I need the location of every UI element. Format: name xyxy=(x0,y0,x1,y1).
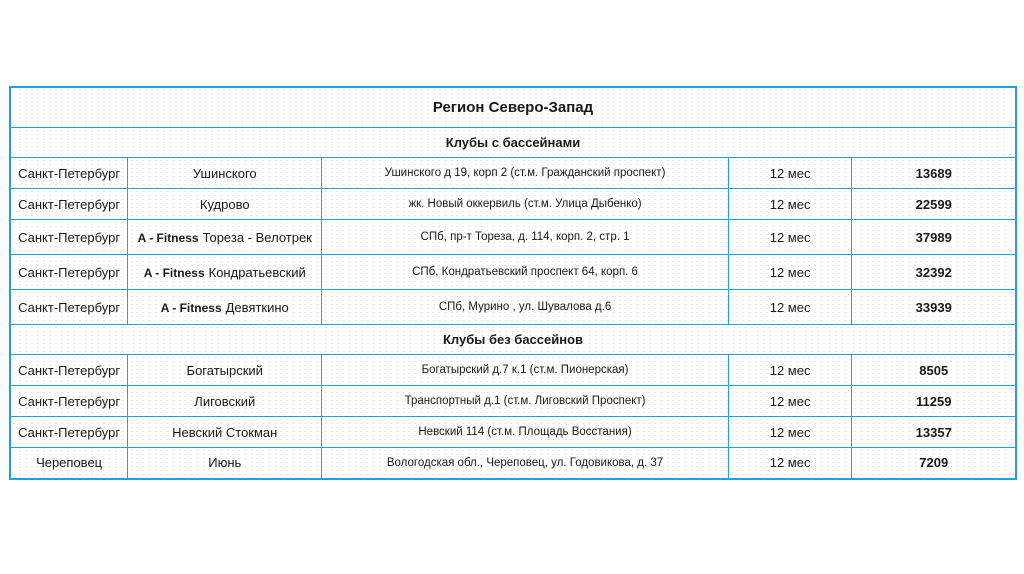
city-cell: Санкт-Петербург xyxy=(10,255,128,290)
club-cell xyxy=(128,189,322,220)
term-cell: 12 мес xyxy=(728,158,852,189)
club-name: Невский Стокман xyxy=(172,424,278,440)
club-name: Кондратьевский xyxy=(208,264,306,280)
table-row xyxy=(10,158,1016,189)
city-cell: Санкт-Петербург xyxy=(10,386,128,417)
price-cell: 37989 xyxy=(852,220,1016,255)
region-table xyxy=(9,86,1017,480)
address-cell: Богатырский д.7 к.1 (ст.м. Пионерская) xyxy=(322,355,728,386)
price-cell: 33939 xyxy=(852,290,1016,325)
term-cell: 12 мес xyxy=(728,255,852,290)
price-cell: 22599 xyxy=(852,189,1016,220)
club-cell xyxy=(128,220,322,255)
table-row xyxy=(10,386,1016,417)
table-title: Регион Северо-Запад xyxy=(10,87,1016,128)
city-cell: Санкт-Петербург xyxy=(10,189,128,220)
price-cell: 11259 xyxy=(852,386,1016,417)
club-cell xyxy=(128,158,322,189)
term-cell: 12 мес xyxy=(728,417,852,448)
section-header: Клубы с бассейнами xyxy=(10,128,1016,158)
address-cell: Вологодская обл., Череповец, ул. Годовикова, д. 37 xyxy=(322,448,728,479)
city-cell: Санкт-Петербург xyxy=(10,290,128,325)
club-name: Богатырский xyxy=(186,362,263,378)
club-name: Кудрово xyxy=(199,196,250,212)
club-brand: A - Fitness xyxy=(143,265,205,280)
club-cell xyxy=(128,255,322,290)
table-row xyxy=(10,355,1016,386)
address-cell: Ушинского д 19, корп 2 (ст.м. Гражданский проспект) xyxy=(322,158,728,189)
table-body xyxy=(10,87,1016,479)
city-cell: Череповец xyxy=(10,448,128,479)
club-name: Лиговский xyxy=(194,393,256,409)
club-brand: A - Fitness xyxy=(137,230,199,245)
term-cell: 12 мес xyxy=(728,290,852,325)
city-cell: Санкт-Петербург xyxy=(10,355,128,386)
city-cell: Санкт-Петербург xyxy=(10,417,128,448)
city-cell: Санкт-Петербург xyxy=(10,158,128,189)
term-cell: 12 мес xyxy=(728,355,852,386)
title-row xyxy=(10,87,1016,128)
table-row xyxy=(10,189,1016,220)
table-row xyxy=(10,448,1016,479)
address-cell: Невский 114 (ст.м. Площадь Восстания) xyxy=(322,417,728,448)
price-cell: 32392 xyxy=(852,255,1016,290)
club-cell xyxy=(128,448,322,479)
table-row xyxy=(10,220,1016,255)
address-cell: СПб, Мурино , ул. Шувалова д.6 xyxy=(322,290,728,325)
club-cell xyxy=(128,386,322,417)
club-cell xyxy=(128,417,322,448)
address-cell: СПб, пр-т Тореза, д. 114, корп. 2, стр. 1 xyxy=(322,220,728,255)
section-row xyxy=(10,128,1016,158)
price-cell: 7209 xyxy=(852,448,1016,479)
table-row xyxy=(10,290,1016,325)
price-cell: 13689 xyxy=(852,158,1016,189)
address-cell: жк. Новый оккервиль (ст.м. Улица Дыбенко) xyxy=(322,189,728,220)
club-name: Ушинского xyxy=(192,165,257,181)
city-cell: Санкт-Петербург xyxy=(10,220,128,255)
term-cell: 12 мес xyxy=(728,189,852,220)
term-cell: 12 мес xyxy=(728,386,852,417)
club-cell xyxy=(128,290,322,325)
address-cell: Транспортный д.1 (ст.м. Лиговский Проспект) xyxy=(322,386,728,417)
table-row xyxy=(10,255,1016,290)
club-name: Июнь xyxy=(208,455,242,471)
club-name: Тореза - Велотрек xyxy=(202,229,312,245)
price-cell: 8505 xyxy=(852,355,1016,386)
address-cell: СПб, Кондратьевский проспект 64, корп. 6 xyxy=(322,255,728,290)
term-cell: 12 мес xyxy=(728,220,852,255)
table-row xyxy=(10,417,1016,448)
club-cell xyxy=(128,355,322,386)
club-name: Девяткино xyxy=(225,299,289,315)
term-cell: 12 мес xyxy=(728,448,852,479)
section-header: Клубы без бассейнов xyxy=(10,325,1016,355)
club-brand: A - Fitness xyxy=(160,300,222,315)
price-cell: 13357 xyxy=(852,417,1016,448)
section-row xyxy=(10,325,1016,355)
